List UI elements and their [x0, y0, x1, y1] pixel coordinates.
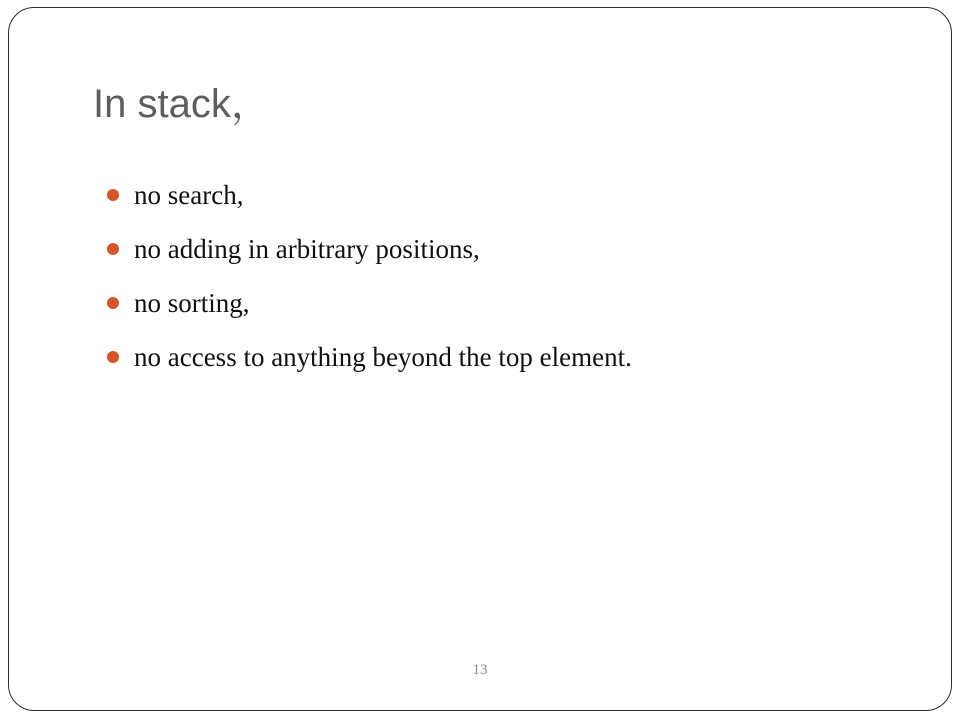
bullet-text: no adding in arbitrary positions,	[134, 233, 480, 264]
bullet-dot-icon	[107, 297, 119, 309]
bullet-item	[107, 222, 632, 276]
bullet-list	[107, 168, 632, 384]
slide	[8, 7, 952, 711]
bullet-item	[107, 330, 632, 384]
bullet-dot-icon	[107, 189, 119, 201]
bullet-dot-icon	[107, 243, 119, 255]
slide-title: In stack，	[93, 82, 271, 126]
bullet-item	[107, 276, 632, 330]
bullet-text: no access to anything beyond the top element.	[134, 341, 632, 372]
bullet-dot-icon	[107, 351, 119, 363]
bullet-item	[107, 168, 632, 222]
bullet-text: no sorting,	[134, 287, 250, 318]
page-number: 13	[472, 662, 488, 678]
bullet-text: no search,	[134, 179, 244, 210]
